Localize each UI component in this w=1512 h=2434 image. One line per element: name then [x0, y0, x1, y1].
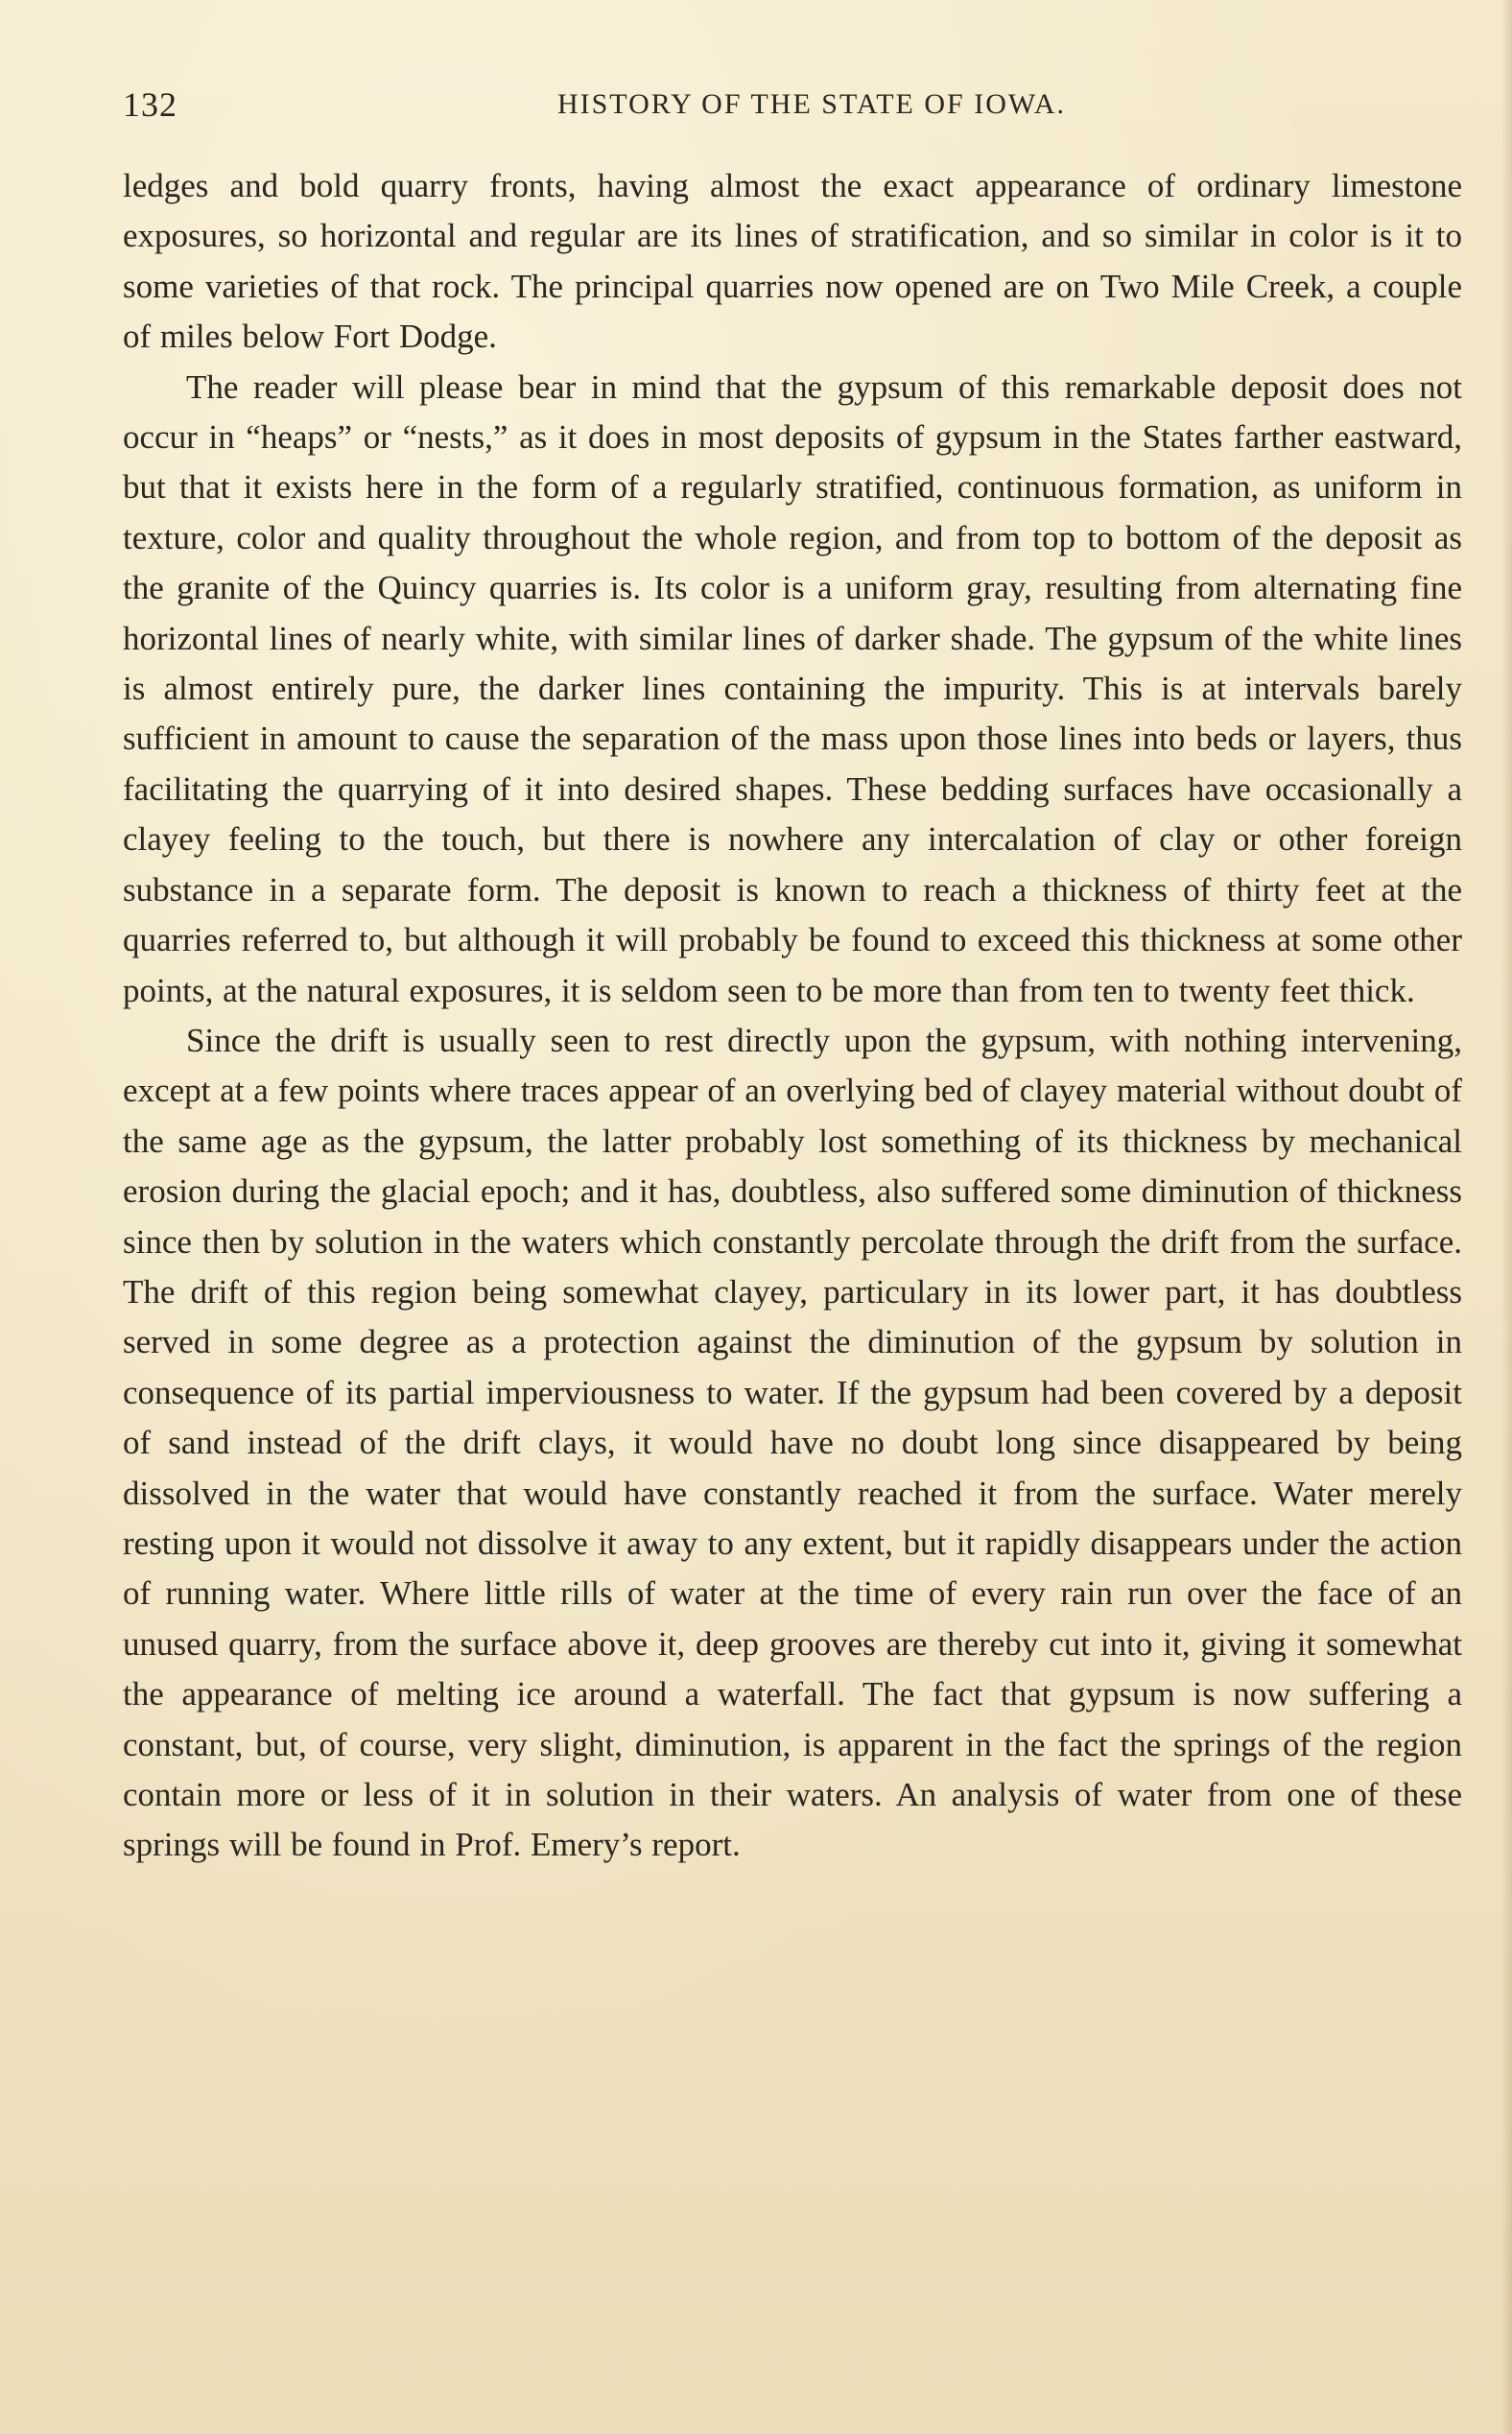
- body-text: [123, 161, 1462, 1871]
- paragraph-drift-erosion: Since the drift is usually seen to rest directly upon the gypsum, with nothing intervening, except at a few points where traces appear of an overlying bed of clayey material without doubt of the same age as the gypsum, the latter probably lost something of its thickness by mechanical erosion during the glacial epoch; and it has, doubtless, also suffered some diminution of thickness since then by solution in the waters which constantly percolate through the drift from the surface. The drift of this region being somewhat clayey, particulary in its lower part, it has doubtless served in some degree as a protection against the diminution of the gypsum by solution in consequence of its partial imperviousness to water. If the gypsum had been covered by a deposit of sand instead of the drift clays, it would have no doubt long since disappeared by being dissolved in the water that would have constantly reached it from the surface. Water merely resting upon it would not dissolve it away to any extent, but it rapidly disappears under the action of running water. Where little rills of water at the time of every rain run over the face of an unused quarry, from the surface above it, deep grooves are thereby cut into it, giving it somewhat the appearance of melting ice around a waterfall. The fact that gypsum is now suffering a constant, but, of course, very slight, diminution, is apparent in the fact the springs of the region contain more or less of it in solution in their waters. An analysis of water from one of these springs will be found in Prof. Emery’s report.: [123, 1021, 1462, 1864]
- page-edge-shadow: [1500, 0, 1512, 2434]
- paragraph-gypsum-deposit: The reader will please bear in mind that the gypsum of this remarkable deposit does not occur in “heaps” or “nests,” as it does in most deposits of gypsum in the States farther eastward, but that it exists here in the form of a regularly stratified, continuous formation, as uniform in texture, color and quality throughout the whole region, and from top to bottom of the deposit as the granite of the Quincy quarries is. Its color is a uniform gray, resulting from alternating fine horizontal lines of nearly white, with similar lines of darker shade. The gypsum of the white lines is almost entirely pure, the darker lines containing the impurity. This is at intervals barely sufficient in amount to cause the separation of the mass upon those lines into beds or layers, thus facilitating the quarrying of it into desired shapes. These bedding surfaces have occasionally a clayey feeling to the touch, but there is nowhere any intercalation of clay or other foreign substance in a separate form. The deposit is known to reach a thickness of thirty feet at the quarries referred to, but although it will probably be found to exceed this thickness at some other points, at the natural exposures, it is seldom seen to be more than from ten to twenty feet thick.: [123, 367, 1462, 1009]
- page-header: [123, 84, 1462, 130]
- page-number: 132: [123, 85, 177, 124]
- running-title: HISTORY OF THE STATE OF IOWA.: [556, 88, 1067, 120]
- paragraph-continuation: ledges and bold quarry fronts, having almost the exact appearance of ordinary limestone exposures, so horizontal and regular are its lines of stratification, and so similar in color is it to some varieties of that rock. The principal quarries now opened are on Two Mile Creek, a couple of miles below Fort Dodge.: [123, 167, 1462, 356]
